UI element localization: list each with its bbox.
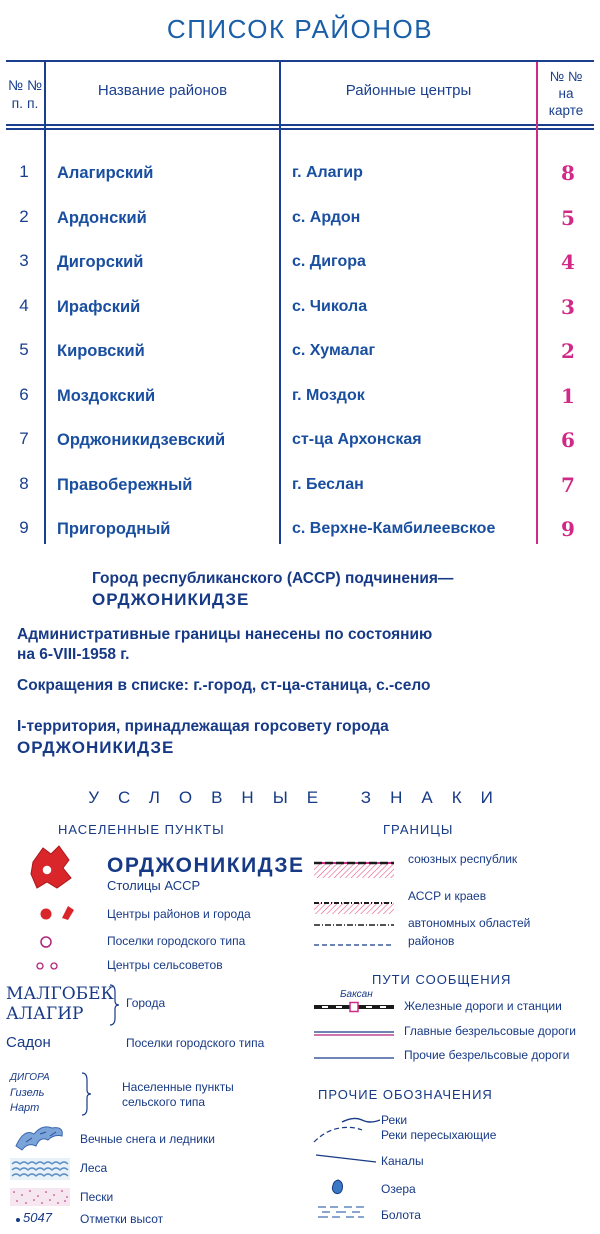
column-divider-3 — [536, 62, 538, 544]
map-number: 6 — [561, 428, 575, 452]
sand-icon — [10, 1188, 70, 1206]
district-border-icon — [314, 942, 394, 948]
capital-label: Столицы АССР — [107, 878, 201, 893]
rural-label-2: сельского типа — [122, 1095, 206, 1109]
row-number: 3 — [19, 251, 29, 270]
district-center: с. Дигора — [292, 253, 366, 270]
district-center: с. Чикола — [292, 298, 368, 315]
table-header-rule — [6, 124, 594, 126]
header-center: Районные центры — [345, 82, 472, 99]
row-number: 9 — [19, 518, 29, 537]
river-icon — [310, 1112, 382, 1146]
map-number: 9 — [561, 517, 575, 541]
lake-icon — [330, 1178, 346, 1196]
elevations-label: Отметки высот — [80, 1212, 164, 1226]
row-number: 5 — [19, 340, 29, 359]
map-number: 1 — [561, 384, 575, 408]
map-number: 2 — [561, 339, 575, 363]
map-number: 7 — [561, 473, 575, 497]
railway-icon — [314, 1002, 394, 1012]
forests-label: Леса — [80, 1161, 108, 1175]
map-number: 3 — [561, 295, 575, 319]
city-note-line2: ОРДЖОНИКИДЗЕ — [92, 590, 250, 609]
district-center: г. Беслан — [292, 476, 364, 493]
union-border-label: союзных республик — [408, 852, 518, 866]
district-center: г. Моздок — [292, 387, 365, 404]
city-sample-1: МАЛГОБЕК — [6, 984, 114, 1004]
town-sample: Садон — [6, 1034, 51, 1051]
map-number: 5 — [561, 206, 575, 230]
rivers-label: Реки — [381, 1113, 408, 1127]
main-roads-label: Главные безрельсовые дороги — [404, 1024, 576, 1038]
capital-sample-name: ОРДЖОНИКИДЗЕ — [107, 854, 305, 877]
column-divider-2 — [279, 62, 281, 544]
urban-settlement-icon — [38, 934, 54, 950]
railways-label: Железные дороги и станции — [404, 999, 562, 1013]
borders-heading: ГРАНИЦЫ — [383, 822, 454, 837]
territory-note-line2: ОРДЖОНИКИДЗЕ — [17, 738, 175, 757]
rural-label-1: Населенные пункты — [122, 1080, 234, 1094]
autonomous-border-label: автономных областей — [408, 916, 531, 930]
canals-label: Каналы — [381, 1154, 424, 1168]
district-center: с. Хумалаг — [292, 342, 376, 359]
district-name: Ардонский — [57, 209, 147, 227]
transport-heading: ПУТИ СООБЩЕНИЯ — [372, 972, 512, 987]
district-center: с. Верхне-Камбилеевское — [292, 520, 496, 537]
drying-rivers-label: Реки пересыхающие — [381, 1128, 497, 1142]
map-number: 4 — [561, 250, 575, 274]
row-number: 4 — [19, 296, 29, 315]
city-note-line1: Город республиканского (АССР) подчинения— — [92, 570, 454, 587]
urban-settlements-label: Поселки городского типа — [107, 934, 246, 948]
sands-label: Пески — [80, 1190, 114, 1204]
row-number: 2 — [19, 207, 29, 226]
row-number: 1 — [19, 162, 29, 181]
settlements-heading: НАСЕЛЕННЫЕ ПУНКТЫ — [58, 822, 225, 837]
map-number: 8 — [561, 161, 575, 185]
capital-symbol-icon — [25, 844, 75, 890]
swamps-label: Болота — [381, 1208, 421, 1222]
rural-sample-2: Гизель — [10, 1087, 45, 1099]
row-number: 7 — [19, 429, 29, 448]
autonomous-border-icon — [314, 922, 394, 928]
header-map: № № на карте — [548, 69, 584, 118]
assr-border-label: АССР и краев — [408, 889, 487, 903]
elevation-dot-icon — [16, 1218, 20, 1222]
territory-note-line1: I-территория, принадлежащая горсовету города — [17, 718, 389, 735]
main-road-icon — [314, 1030, 394, 1038]
row-number: 8 — [19, 474, 29, 493]
forest-icon — [10, 1158, 70, 1180]
canal-icon — [316, 1152, 376, 1164]
abbrev-note: Сокращения в списке: г.-город, ст-ца-станица, с.-село — [17, 677, 431, 694]
district-name: Орджоникидзевский — [57, 431, 226, 449]
cities-label: Города — [126, 996, 166, 1010]
admin-note-line1: Административные границы нанесены по состоянию — [17, 626, 433, 643]
other-roads-label: Прочие безрельсовые дороги — [404, 1048, 570, 1062]
elevation-sample: 5047 — [23, 1210, 52, 1225]
village-council-icon — [34, 960, 62, 972]
district-name: Кировский — [57, 342, 145, 360]
rural-brace-icon — [80, 1072, 92, 1116]
village-councils-label: Центры сельсоветов — [107, 958, 223, 972]
district-center: ст-ца Архонская — [292, 431, 422, 448]
district-name: Дигорский — [57, 253, 144, 271]
district-center: с. Ардон — [292, 209, 361, 226]
district-name: Моздокский — [57, 387, 156, 405]
district-name: Ирафский — [57, 298, 141, 316]
row-number: 6 — [19, 385, 29, 404]
glacier-icon — [12, 1122, 68, 1152]
district-name: Пригородный — [57, 520, 171, 538]
header-num: № № п. п. — [8, 77, 42, 111]
other-heading: ПРОЧИЕ ОБОЗНАЧЕНИЯ — [318, 1087, 493, 1102]
rural-sample-1: ДИГОРА — [10, 1072, 50, 1083]
other-road-icon — [314, 1056, 394, 1060]
lakes-label: Озера — [381, 1182, 416, 1196]
column-divider-1 — [44, 62, 46, 544]
station-sample: Баксан — [340, 989, 373, 1000]
district-centers-label: Центры районов и города — [107, 907, 251, 921]
glaciers-label: Вечные снега и ледники — [80, 1132, 215, 1146]
page-title: СПИСОК РАЙОНОВ — [166, 14, 434, 44]
table-header-rule-2 — [6, 128, 594, 130]
table-top-rule — [6, 60, 594, 62]
city-brace-icon — [108, 984, 120, 1026]
header-name: Название районов — [97, 82, 228, 99]
admin-note-line2: на 6-VIII-1958 г. — [17, 646, 130, 663]
district-name: Правобережный — [57, 476, 193, 494]
union-border-icon — [314, 858, 394, 880]
district-name: Алагирский — [57, 164, 154, 182]
district-center: г. Алагир — [292, 164, 363, 181]
towns-label: Поселки городского типа — [126, 1036, 265, 1050]
district-center-icon — [38, 904, 78, 922]
assr-border-icon — [314, 898, 394, 916]
swamp-icon — [316, 1204, 366, 1222]
district-border-label: районов — [408, 934, 455, 948]
legend-title: УСЛОВНЫЕ ЗНАКИ — [88, 788, 512, 807]
city-sample-2: АЛАГИР — [6, 1004, 84, 1024]
rural-sample-3: Нарт — [10, 1102, 40, 1114]
